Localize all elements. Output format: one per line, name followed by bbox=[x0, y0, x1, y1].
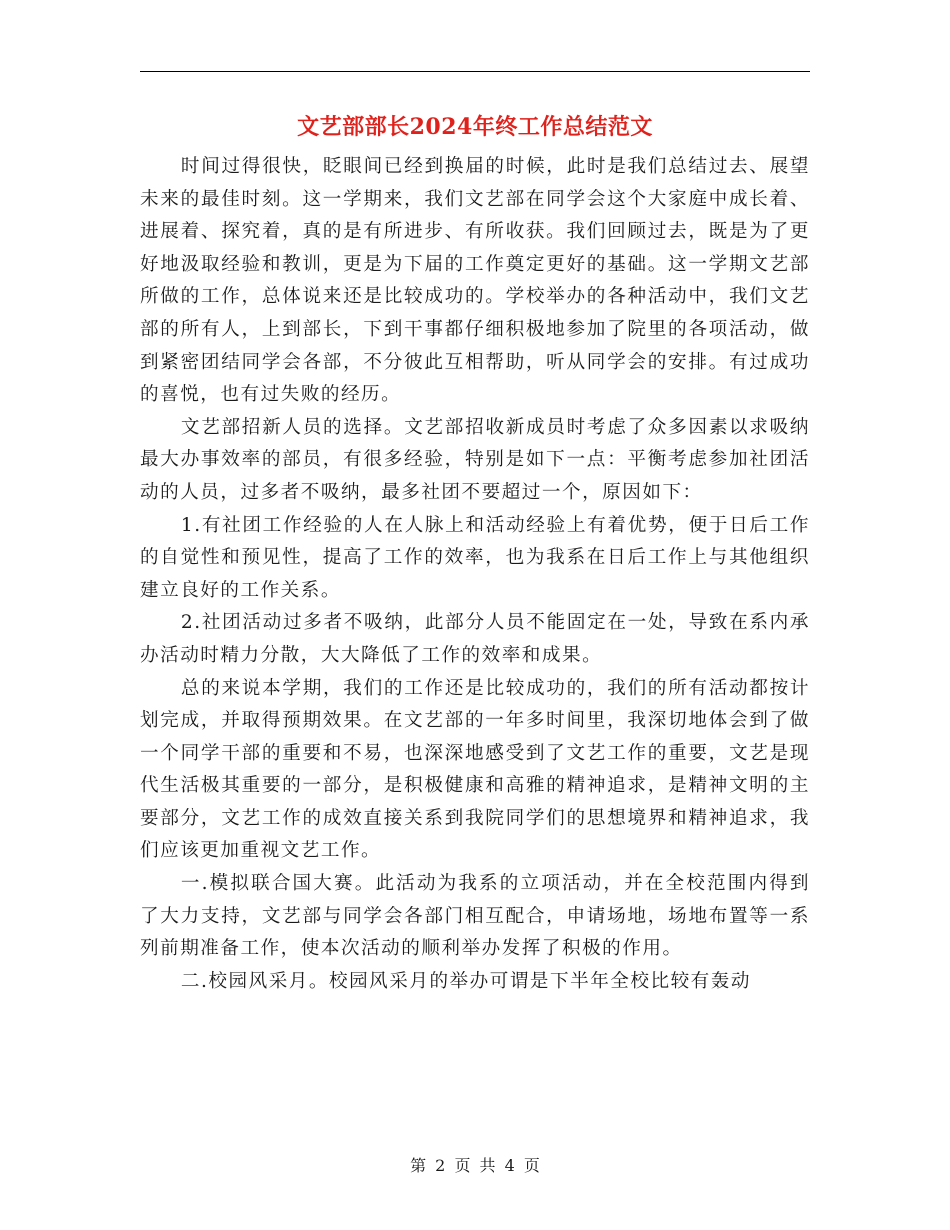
page-footer: 第 2 页 共 4 页 bbox=[410, 1156, 540, 1175]
paragraph-intro: 时间过得很快，眨眼间已经到换届的时候，此时是我们总结过去、展望未来的最佳时刻。这一学期来，我们文艺部在同学会这个大家庭中成长着、进展着、探究着，真的是有所进步、有所收获。我们回顾过去，既是为了更好地汲取经验和教训，更是为下届的工作奠定更好的基础。这一学期文艺部所做的工作，总体说来还是比较成功的。学校举办的各种活动中，我们文艺部的所有人，上到部长，下到干事都仔细积极地参加了院里的各项活动，做到紧密团结同学会各部，不分彼此互相帮助，听从同学会的安排。有过成功的喜悦，也有过失败的经历。 bbox=[140, 156, 810, 406]
document-body bbox=[140, 151, 810, 998]
paragraph-reason-2: 2.社团活动过多者不吸纳，此部分人员不能固定在一处，导致在系内承办活动时精力分散，大大降低了工作的效率和成果。 bbox=[140, 612, 810, 666]
paragraph-recruitment: 文艺部招新人员的选择。文艺部招收新成员时考虑了众多因素以求吸纳最大办事效率的部员，有很多经验，特别是如下一点：平衡考虑参加社团活动的人员，过多者不吸纳，最多社团不要超过一个，原因如下： bbox=[140, 416, 810, 503]
document-title: 文艺部部长2024年终工作总结范文 bbox=[297, 114, 653, 140]
header-rule bbox=[140, 71, 810, 72]
paragraph-summary: 总的来说本学期，我们的工作还是比较成功的，我们的所有活动都按计划完成，并取得预期效果。在文艺部的一年多时间里，我深切地体会到了做一个同学干部的重要和不易，也深深地感受到了文艺工作的重要，文艺是现代生活极其重要的一部分，是积极健康和高雅的精神追求，是精神文明的主要部分，文艺工作的成效直接关系到我院同学们的思想境界和精神追求，我们应该更加重视文艺工作。 bbox=[140, 677, 810, 862]
paragraph-reason-1: 1.有社团工作经验的人在人脉上和活动经验上有着优势，便于日后工作的自觉性和预见性，提高了工作的效率，也为我系在日后工作上与其他组织建立良好的工作关系。 bbox=[140, 514, 810, 601]
paragraph-item-2: 二.校园风采月。校园风采月的举办可谓是下半年全校比较有轰动 bbox=[180, 970, 751, 992]
paragraph-item-1: 一.模拟联合国大赛。此活动为我系的立项活动，并在全校范围内得到了大力支持，文艺部与同学会各部门相互配合，申请场地，场地布置等一系列前期准备工作，使本次活动的顺利举办发挥了积极的作用。 bbox=[140, 873, 810, 960]
